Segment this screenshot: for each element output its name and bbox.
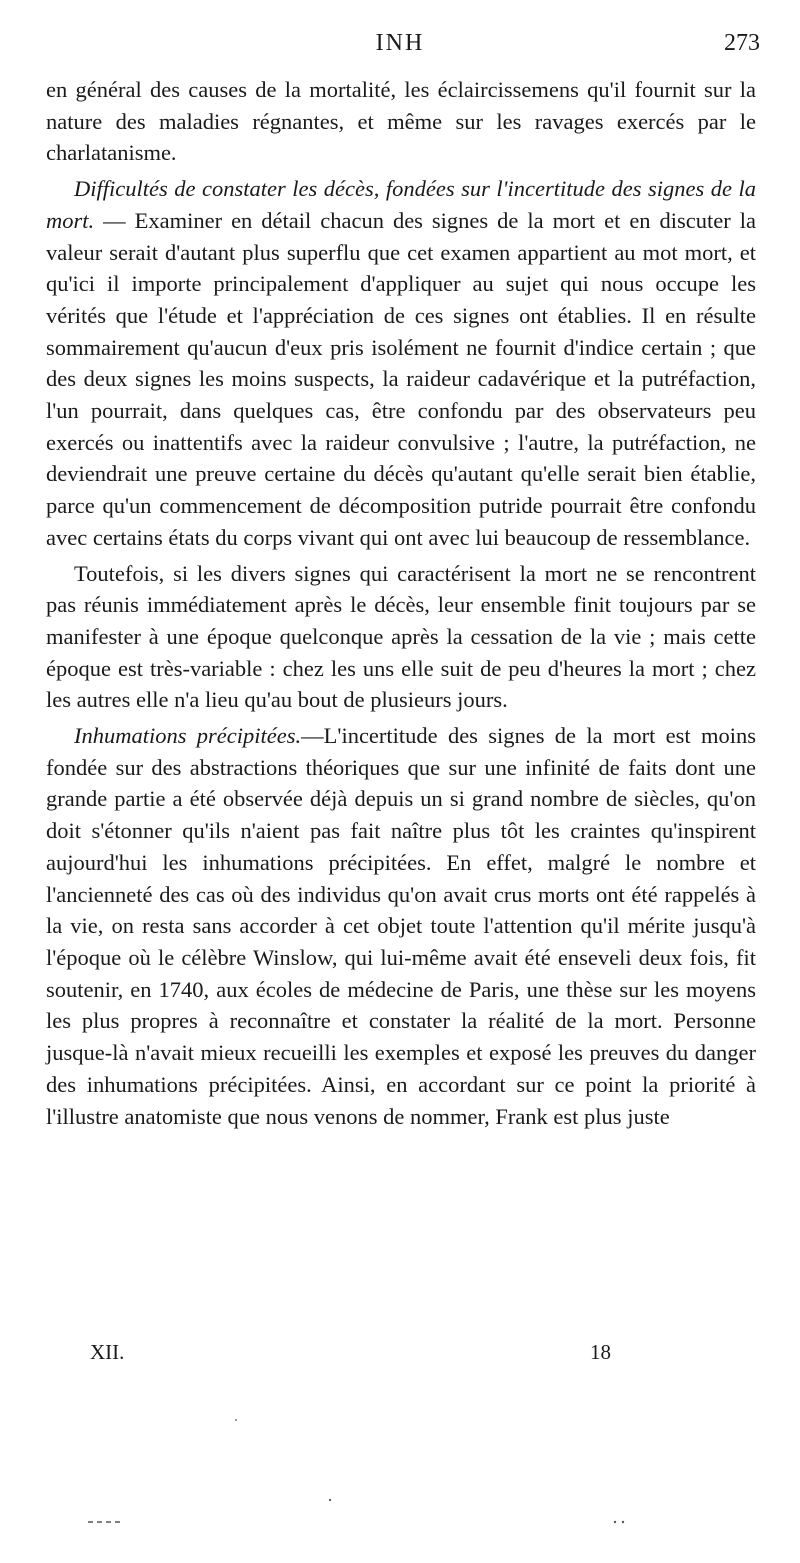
body-text <box>46 74 756 1132</box>
signature-mark: XII. <box>90 1340 125 1364</box>
page-header <box>40 30 760 66</box>
paragraph-4-text: —L'incertitude des signes de la mort est moins fondée sur des abstractions théoriques que sur une infinité de faits dont une grande partie a été observée déjà depuis un si grand nombre de siècles, qu'on doit s'étonner qu'ils n'aient pas fait naître plus tôt les craintes qu'inspirent aujourd'hui les inhumations précipitées. En effet, malgré le nombre et l'ancienneté des cas où des individus qu'on avait crus morts ont été rappelés à la vie, on resta sans accorder à cet objet toute l'attention qu'il mérite jusqu'à l'époque où le célèbre Winslow, qui lui-même avait été enseveli deux fois, fit soutenir, en 1740, aux écoles de médecine de Paris, une thèse sur les moyens les plus propres à reconnaître et constater la réalité de la mort. Personne jusque-là n'avait mieux recueilli les exemples et exposé les preuves du danger des inhumations précipitées. Ainsi, en accordant sur ce point la priorité à l'illustre anatomiste que nous venons de nommer, Frank est plus juste <box>46 723 756 1129</box>
speck-bottom-right-a <box>614 1521 616 1523</box>
sheet-number: 18 <box>590 1340 611 1364</box>
paragraph-2 <box>46 173 756 553</box>
paragraph-2-text: — Examiner en détail chacun des signes de la mort et en discuter la valeur serait d'autant plus superflu que cet examen appartient au mot mort, et qu'ici il importe principalement d'appliquer au sujet qui nous occupe les vérités que l'étude et l'appréciation de ces signes ont établies. Il en résulte sommairement qu'aucun d'eux pris isolément ne fournit d'indice certain ; que des deux signes les moins suspects, la raideur cadavérique et la putréfaction, l'un pourrait, dans quelques cas, être confondu par des observateurs peu exercés ou inattentifs avec la raideur convulsive ; l'autre, la putréfaction, ne deviendrait une preuve certaine du décès qu'autant qu'elle serait bien établie, parce qu'un commencement de décomposition putride pourrait être confondu avec certains états du corps vivant qui ont avec lui beaucoup de ressemblance. <box>46 207 756 550</box>
running-title: INH <box>375 30 425 56</box>
speck-lower-mid <box>235 1419 237 1421</box>
page-footer <box>80 1340 720 1370</box>
page-number: 273 <box>724 30 760 56</box>
paragraph-1 <box>46 74 756 169</box>
paragraph-4 <box>46 720 756 1132</box>
paragraph-3-text: Toutefois, si les divers signes qui caractérisent la mort ne se rencontrent pas réunis immédiatement après le décès, leur ensemble finit toujours par se manifester à une époque quelconque après la cessation de la vie ; mais cette époque est très-variable : chez les uns elle suit de peu d'heures la mort ; chez les autres elle n'a lieu qu'au bout de plusieurs jours. <box>46 560 756 713</box>
speck-bottom-right-b <box>622 1521 624 1523</box>
speck-bottom-mid <box>329 1499 331 1501</box>
section-heading-difficultes: Difficultés de constater les décès, fondées sur l'incertitude des signes de la mort. <box>46 176 756 233</box>
paragraph-3 <box>46 558 756 717</box>
section-heading-inhumations: Inhumations précipitées. <box>74 723 302 749</box>
paragraph-1-text: en général des causes de la mortalité, les éclaircissemens qu'il fournit sur la nature des maladies régnantes, et même sur les ravages exercés par le charlatanisme. <box>46 77 756 166</box>
